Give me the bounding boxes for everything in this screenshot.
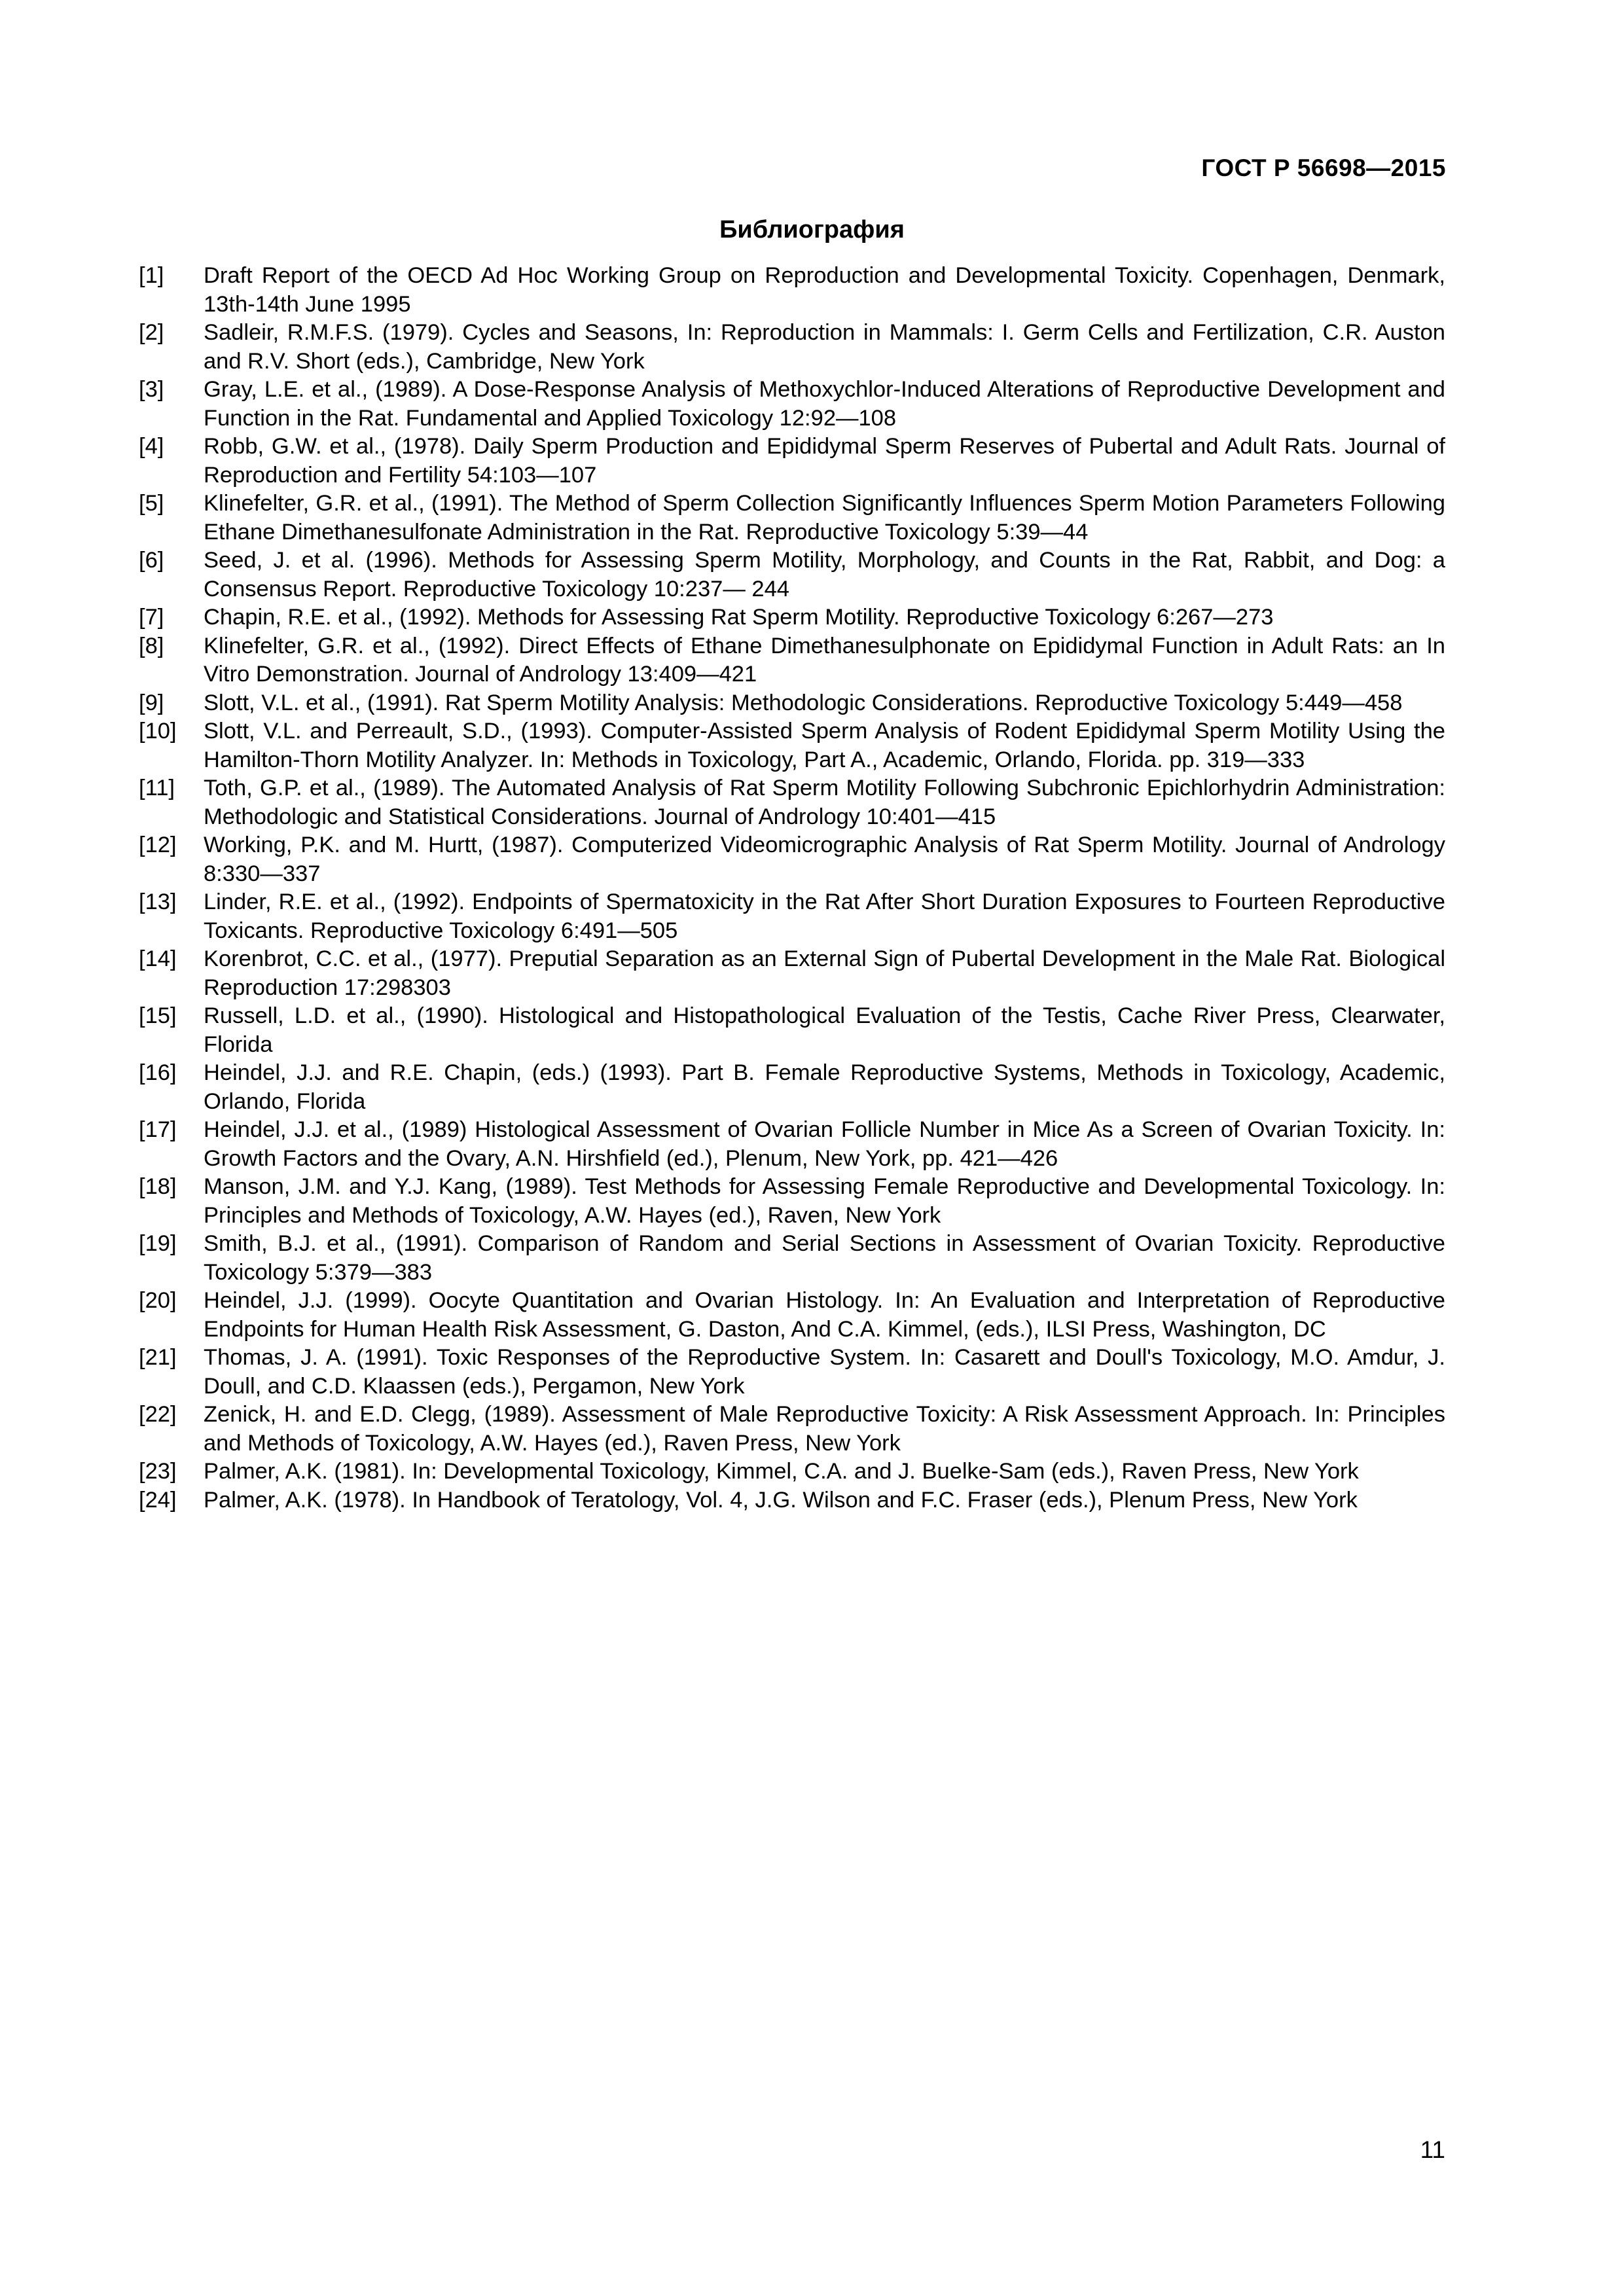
bibliography-title: Библиография xyxy=(719,216,905,243)
bibliography-entry xyxy=(139,1458,1445,1486)
bibliography-entry-number: [7] xyxy=(139,605,164,630)
bibliography-entry xyxy=(139,1059,1445,1116)
bibliography-entry-text: Zenick, H. and E.D. Clegg, (1989). Assessment of Male Reproductive Toxicity: A Risk Assessment Approach. In: Principles and Methods of Toxicology, A.W. Hayes (ed.), Raven Press, New York xyxy=(204,1402,1445,1456)
bibliography-entry xyxy=(139,774,1445,831)
bibliography-entry-number: [3] xyxy=(139,377,164,402)
bibliography-entry-number: [24] xyxy=(139,1487,177,1513)
bibliography-entry-text: Draft Report of the OECD Ad Hoc Working Group on Reproduction and Developmental Toxicity. Copenhagen, Denmark, 13th-14th June 1995 xyxy=(204,263,1445,317)
bibliography-entry xyxy=(139,1230,1445,1287)
bibliography-entry-number: [12] xyxy=(139,833,177,857)
bibliography-entry xyxy=(139,376,1445,433)
bibliography-entry xyxy=(139,1287,1445,1344)
bibliography-entry-text: Robb, G.W. et al., (1978). Daily Sperm Production and Epididymal Sperm Reserves of Pubertal and Adult Rats. Journal of Reproduction and Fertility 54:103—107 xyxy=(204,434,1445,488)
bibliography-entry-number: [14] xyxy=(139,946,177,971)
bibliography-entry xyxy=(139,1486,1445,1515)
bibliography-entry xyxy=(139,547,1445,603)
bibliography-entry-number: [4] xyxy=(139,434,164,459)
bibliography-entry xyxy=(139,945,1445,1002)
bibliography-entry-text: Sadleir, R.M.F.S. (1979). Cycles and Seasons, In: Reproduction in Mammals: I. Germ Cells and Fertilization, C.R. Auston and R.V. Short (eds.), Cambridge, New York xyxy=(204,320,1445,374)
bibliography-entry-number: [10] xyxy=(139,719,177,744)
bibliography-entry-text: Klinefelter, G.R. et al., (1991). The Method of Sperm Collection Significantly Influences Sperm Motion Parameters Following Ethane Dimethanesulfonate Administration in the Rat. Reproductive Toxicology 5:39—44 xyxy=(204,491,1445,545)
bibliography-entry-number: [13] xyxy=(139,889,177,914)
bibliography-entry-text: Korenbrot, C.C. et al., (1977). Preputial Separation as an External Sign of Pubertal Development in the Male Rat. Biological Reproduction 17:298303 xyxy=(204,946,1445,1000)
bibliography-entry xyxy=(139,831,1445,888)
bibliography-entry xyxy=(139,262,1445,319)
page-number: 11 xyxy=(1420,2136,1445,2163)
bibliography-entry-number: [20] xyxy=(139,1288,177,1313)
bibliography-entry xyxy=(139,319,1445,376)
bibliography-entry xyxy=(139,433,1445,490)
bibliography-entry-text: Heindel, J.J. et al., (1989) Histological Assessment of Ovarian Follicle Number in Mice As a Screen of Ovarian Toxicity. In: Growth Factors and the Ovary, A.N. Hirshfield (ed.), Plenum, New York, pp. 421—426 xyxy=(204,1117,1445,1171)
bibliography-entry-text: Seed, J. et al. (1996). Methods for Assessing Sperm Motility, Morphology, and Counts in the Rat, Rabbit, and Dog: a Consensus Report. Reproductive Toxicology 10:237— 244 xyxy=(204,548,1445,601)
bibliography-entry xyxy=(139,632,1445,689)
bibliography-entry xyxy=(139,1002,1445,1059)
bibliography-entry-text: Palmer, A.K. (1981). In: Developmental Toxicology, Kimmel, C.A. and J. Buelke-Sam (eds.), Raven Press, New York xyxy=(204,1459,1359,1484)
bibliography-entry-text: Slott, V.L. and Perreault, S.D., (1993). Computer-Assisted Sperm Analysis of Rodent Epididymal Sperm Motility Using the Hamilton-Thorn Motility Analyzer. In: Methods in Toxicology, Part A., Academic, Orlando, Florida. pp. 319—333 xyxy=(204,719,1445,772)
bibliography-entry-number: [22] xyxy=(139,1402,177,1427)
bibliography-entry-number: [1] xyxy=(139,263,164,288)
bibliography-entry-number: [21] xyxy=(139,1345,177,1370)
bibliography-entry xyxy=(139,689,1445,718)
bibliography-entry-text: Russell, L.D. et al., (1990). Histological and Histopathological Evaluation of the Testis, Cache River Press, Clearwater, Florida xyxy=(204,1003,1445,1057)
bibliography-entry-text: Heindel, J.J. and R.E. Chapin, (eds.) (1993). Part B. Female Reproductive Systems, Methods in Toxicology, Academic, Orlando, Florida xyxy=(204,1060,1445,1114)
bibliography-entry xyxy=(139,717,1445,774)
bibliography-entry xyxy=(139,1116,1445,1173)
bibliography-entry-number: [5] xyxy=(139,491,164,516)
bibliography-entry-text: Palmer, A.K. (1978). In Handbook of Teratology, Vol. 4, J.G. Wilson and F.C. Fraser (eds.), Plenum Press, New York xyxy=(204,1487,1358,1513)
bibliography-entry-number: [15] xyxy=(139,1003,177,1028)
bibliography-entry-number: [23] xyxy=(139,1459,177,1484)
bibliography-entry-text: Manson, J.M. and Y.J. Kang, (1989). Test Methods for Assessing Female Reproductive and Developmental Toxicology. In: Principles and Methods of Toxicology, A.W. Hayes (ed.), Raven, New York xyxy=(204,1174,1445,1228)
bibliography-entry-text: Working, P.K. and M. Hurtt, (1987). Computerized Videomicrographic Analysis of Rat Sperm Motility. Journal of Andrology 8:330—337 xyxy=(204,833,1445,886)
bibliography-entry-text: Thomas, J. A. (1991). Toxic Responses of the Reproductive System. In: Casarett and Doull's Toxicology, M.O. Amdur, J. Doull, and C.D. Klaassen (eds.), Pergamon, New York xyxy=(204,1345,1445,1399)
bibliography-entry-text: Linder, R.E. et al., (1992). Endpoints of Spermatoxicity in the Rat After Short Duration Exposures to Fourteen Reproductive Toxicants. Reproductive Toxicology 6:491—505 xyxy=(204,889,1445,943)
bibliography-entry-number: [6] xyxy=(139,548,164,573)
bibliography-entry-number: [17] xyxy=(139,1117,177,1142)
bibliography-entry xyxy=(139,490,1445,547)
bibliography-entry-text: Slott, V.L. et al., (1991). Rat Sperm Motility Analysis: Methodologic Considerations. Reproductive Toxicology 5:449—458 xyxy=(204,690,1403,715)
bibliography-entry xyxy=(139,1344,1445,1401)
standard-code-header: ГОСТ Р 56698—2015 xyxy=(1201,154,1446,181)
bibliography-entry-text: Chapin, R.E. et al., (1992). Methods for Assessing Rat Sperm Motility. Reproductive Toxicology 6:267—273 xyxy=(204,605,1274,630)
bibliography-entry-text: Smith, B.J. et al., (1991). Comparison of Random and Serial Sections in Assessment of Ovarian Toxicity. Reproductive Toxicology 5:379—383 xyxy=(204,1231,1445,1285)
bibliography-list xyxy=(139,262,1445,1515)
bibliography-entry-number: [2] xyxy=(139,320,164,345)
bibliography-entry-text: Gray, L.E. et al., (1989). A Dose-Response Analysis of Methoxychlor-Induced Alterations of Reproductive Development and Function in the Rat. Fundamental and Applied Toxicology 12:92—108 xyxy=(204,377,1445,431)
bibliography-entry xyxy=(139,603,1445,632)
bibliography-entry-number: [18] xyxy=(139,1174,177,1199)
bibliography-entry-text: Toth, G.P. et al., (1989). The Automated Analysis of Rat Sperm Motility Following Subchronic Epichlorhydrin Administration: Methodologic and Statistical Considerations. Journal of Andrology 10:401—415 xyxy=(204,776,1445,829)
bibliography-entry xyxy=(139,1401,1445,1458)
bibliography-entry-number: [19] xyxy=(139,1231,177,1256)
bibliography-entry xyxy=(139,1173,1445,1230)
bibliography-entry-number: [8] xyxy=(139,633,164,658)
bibliography-entry-number: [9] xyxy=(139,690,164,715)
bibliography-entry-number: [16] xyxy=(139,1060,177,1085)
bibliography-entry-text: Heindel, J.J. (1999). Oocyte Quantitation and Ovarian Histology. In: An Evaluation and Interpretation of Reproductive Endpoints for Human Health Risk Assessment, G. Daston, And C.A. Kimmel, (eds.), ILSI Press, Washington, DC xyxy=(204,1288,1445,1342)
bibliography-entry xyxy=(139,888,1445,945)
bibliography-entry-text: Klinefelter, G.R. et al., (1992). Direct Effects of Ethane Dimethanesulphonate on Epididymal Function in Adult Rats: an In Vitro Demonstration. Journal of Andrology 13:409—421 xyxy=(204,633,1445,687)
bibliography-entry-number: [11] xyxy=(139,776,175,800)
